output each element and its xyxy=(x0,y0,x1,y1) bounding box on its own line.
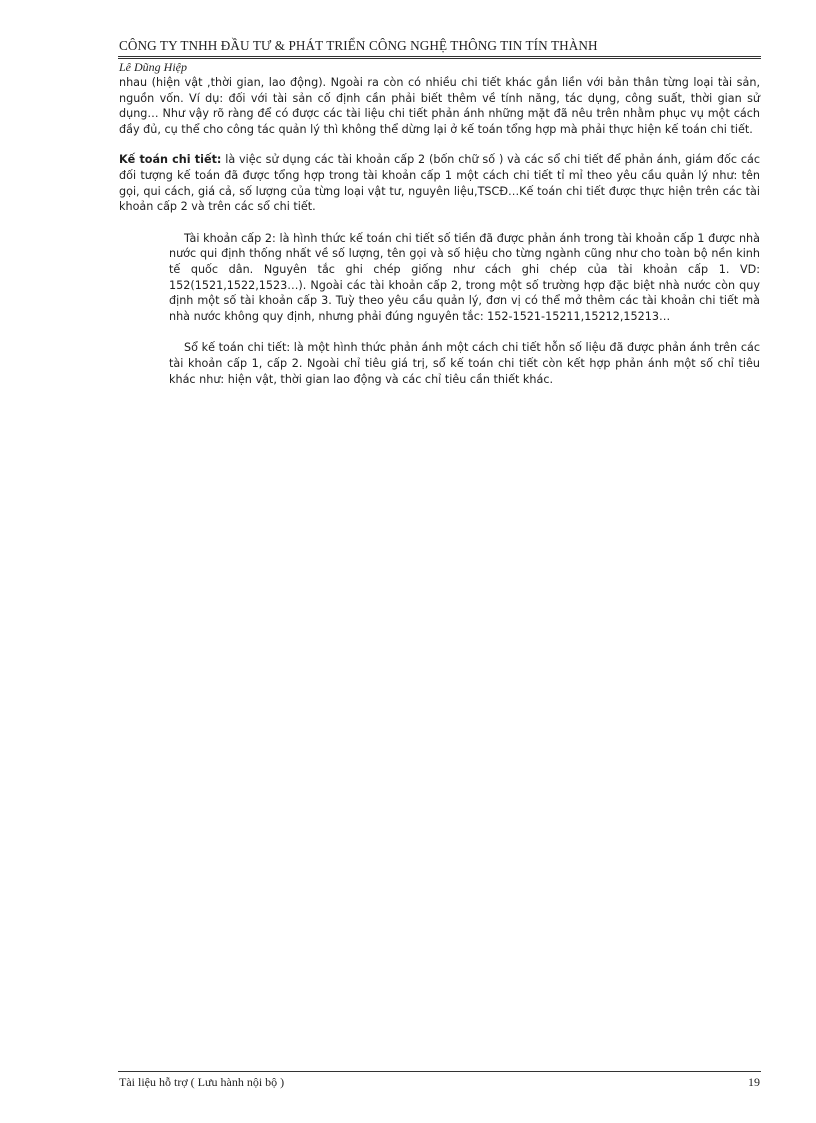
paragraph-intro: nhau (hiện vật ,thời gian, lao động). Ngoài ra còn có nhiều chi tiết khác gắn liền với bản thân từng loại tài sản, nguồn vốn. Ví dụ: đối với tài sản cố định cần phải biết thêm về tính năng, tác dụng, công suất, thời gian sử dụng… Như vậy rõ ràng để có được các tài liệu chi tiết phản ánh những mặt đã nêu trên nhằm phục vụ một cách đầy đủ, cụ thể cho công tác quản lý thì không thể dừng lại ở kế toán tổng hợp mà phải thực hiện kế toán chi tiết. xyxy=(119,76,760,136)
paragraph-detail-ledger: Sổ kế toán chi tiết: là một hình thức phản ánh một cách chi tiết hỗn số liệu đã được phản ánh trên các tài khoản cấp 1, cấp 2. Ngoài chỉ tiêu giá trị, sổ kế toán chi tiết còn kết hợp phản ánh một số chỉ tiêu khác như: hiện vật, thời gian lao động và các chỉ tiêu cần thiết khác. xyxy=(169,341,760,386)
document-body xyxy=(119,75,760,387)
term-detail-accounting: Kế toán chi tiết: xyxy=(119,153,222,167)
header-company-name: CÔNG TY TNHH ĐẦU TƯ & PHÁT TRIỂN CÔNG NGHỆ THÔNG TIN TÍN THÀNH xyxy=(119,38,598,53)
paragraph-detail-accounting xyxy=(119,152,760,214)
indented-section xyxy=(169,231,760,387)
page-number: 19 xyxy=(748,1075,760,1089)
definition-detail-accounting: là việc sử dụng các tài khoản cấp 2 (bốn chữ số ) và các sổ chi tiết để phản ánh, giám đốc các đối tượng kế toán đã được tổng hợp trong tài khoản cấp 1 một cách chi tiết tỉ mỉ theo yêu cầu quản lý như: tên gọi, qui cách, giá cả, số lượng của từng loại vật tư, nguyên liệu,TSCĐ…Kế toán chi tiết được thực hiện trên các tài khoản cấp 2 và trên các sổ chi tiết. xyxy=(119,153,760,214)
header-author: Lê Dũng Hiệp xyxy=(119,60,187,74)
footer-note: Tài liệu hỗ trợ ( Lưu hành nội bộ ) xyxy=(119,1075,285,1089)
footer-divider xyxy=(118,1071,761,1072)
paragraph-level2-account: Tài khoản cấp 2: là hình thức kế toán chi tiết số tiền đã được phản ánh trong tài khoản cấp 1 được nhà nước qui định thống nhất về số lượng, tên gọi và số hiệu cho từng ngành cũng như cho toàn bộ nền kinh tế quốc dân. Nguyên tắc ghi chép giống như cách ghi chép của tài khoản cấp 1. VD: 152(1521,1522,1523…). Ngoài các tài khoản cấp 2, trong một số trường hợp đặc biệt nhà nước còn quy định một số tài khoản cấp 3. Tuỳ theo yêu cầu quản lý, đơn vị có thể mở thêm các tài khoản chi tiết mà nhà nước không quy định, nhưng phải đúng nguyên tắc: 152-1521-15211,15212,15213… xyxy=(169,231,760,323)
header-divider xyxy=(118,56,761,59)
